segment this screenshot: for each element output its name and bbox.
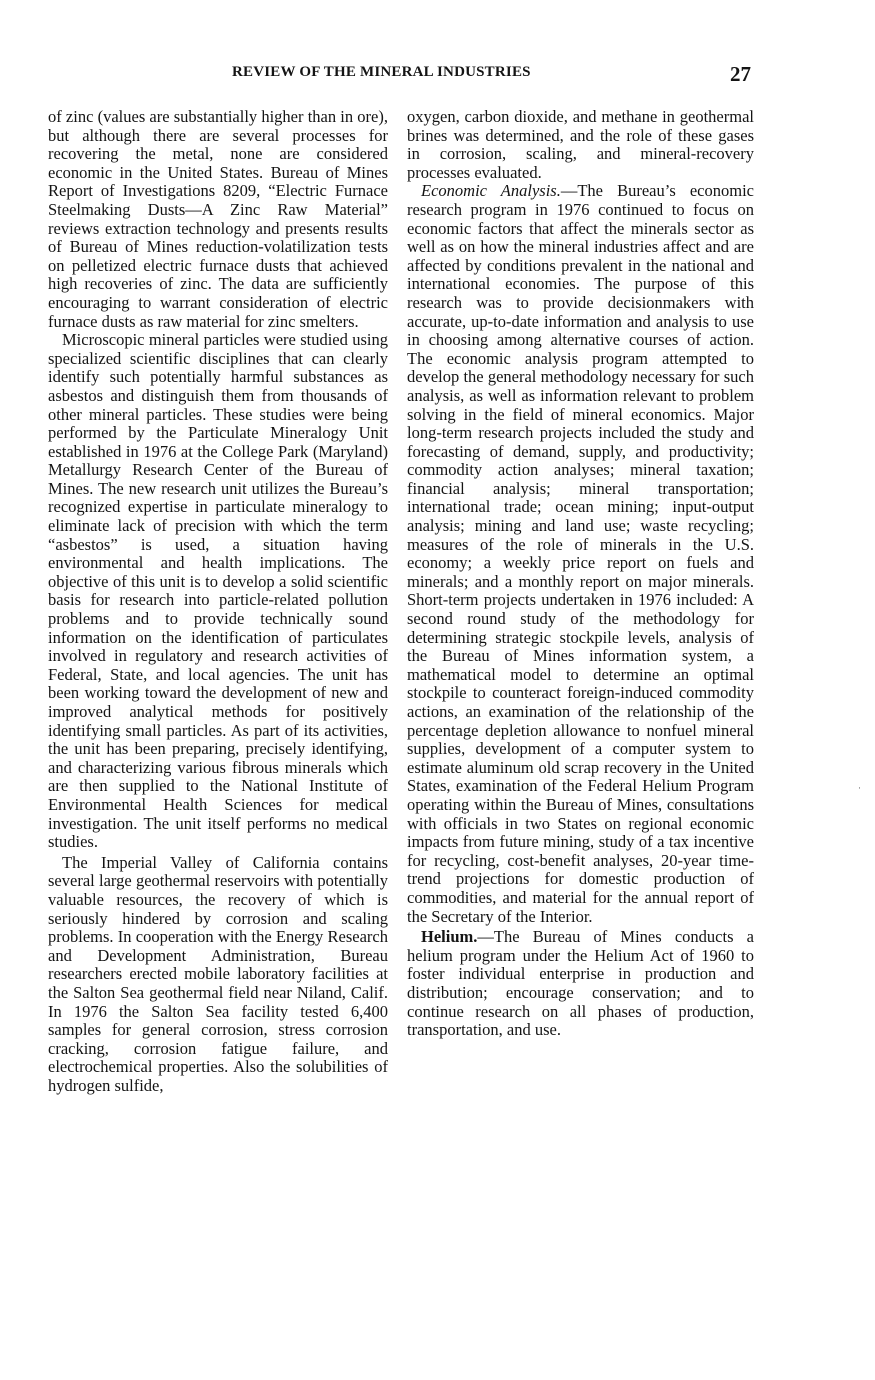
- helium-body: —The Bureau of Mines conducts a helium program under the Helium Act of 1960 to foster individual enterprise in production and distribution; encourage conservation; and to continue research on all phases of production, transportation, and use.: [407, 927, 754, 1040]
- margin-mark: ·: [858, 783, 861, 793]
- running-header: [0, 62, 875, 86]
- paragraph-geothermal-gases: oxygen, carbon dioxide, and methane in geothermal brines was determined, and the role of these gases in corrosion, scaling, and mineral-recovery processes evaluated.: [407, 107, 754, 182]
- paragraph-helium: [407, 928, 754, 1040]
- paragraph-imperial-valley: The Imperial Valley of California contains several large geothermal reservoirs with potentially valuable resources, the recovery of which is seriously hindered by corrosion and scaling problems. In cooperation with the Energy Research and Development Administration, Bureau researchers erected mobile laboratory facilities at the Salton Sea geothermal field near Niland, Calif. In 1976 the Salton Sea facility tested 6,400 samples for general corrosion, stress corrosion cracking, corrosion fatigue failure, and electrochemical properties. Also the solubilities of hydrogen sulfide,: [48, 852, 388, 1095]
- helium-heading: Helium.: [421, 927, 478, 947]
- paragraph-particulate-mineralogy: Microscopic mineral particles were studied using specialized scientific disciplines that can clearly identify such potentially harmful substances as asbestos and distinguish them from thousands of other mineral particles. These studies were being performed by the Particulate Mineralogy Unit established in 1976 at the College Park (Maryland) Metallurgy Research Center of the Bureau of Mines. The new research unit utilizes the Bureau’s recognized expertise in particulate mineralogy to eliminate lack of precision with which the term “asbestos” is used, a situation having environmental and health implications. The objective of this unit is to develop a solid scientific basis for research into particle-related pollution problems and to provide technically sound information on the identification of particulates involved in regulatory and research activities of Federal, State, and local agencies. The unit has been working toward the development of new and improved analytical methods for positively identifying small particles. As part of its activities, the unit has been preparing, precisely identifying, and characterizing various fibrous minerals which are then supplied to the National Institute of Environmental Health Sciences for medical investigation. The unit itself performs no medical studies.: [48, 330, 388, 852]
- paragraph-economic-analysis: [407, 182, 754, 926]
- running-title: REVIEW OF THE MINERAL INDUSTRIES: [232, 64, 531, 80]
- right-column: [407, 108, 754, 1040]
- economic-analysis-heading: Economic Analysis.: [421, 181, 561, 201]
- paragraph-zinc-dusts: of zinc (values are substantially higher than in ore), but although there are several processes for recovering the metal, none are considered economic in the United States. Bureau of Mines Report of Investigations 8209, “Electric Furnace Steelmaking Dusts—A Zinc Raw Material” reviews extraction technology and presents results of Bureau of Mines reduction-volatilization tests on pelletized electric furnace dusts that achieved high recoveries of zinc. The data are sufficiently encouraging to warrant consideration of electric furnace dusts as raw material for zinc smelters.: [48, 107, 388, 331]
- page-number: 27: [730, 62, 751, 86]
- left-column: [48, 108, 388, 1095]
- economic-analysis-body: —The Bureau’s economic research program in 1976 continued to focus on economic factors that affect the minerals sector as well as on how the mineral industries affect and are affected by conditions prevalent in the national and international economies. The purpose of this research was to provide decisionmakers with accurate, up-to-date information and analysis to use in choosing among alternative courses of action. The economic analysis program attempted to develop the general methodology necessary for such analysis, as well as information relevant to problem solving in the field of mineral economics. Major long-term research projects included the study and forecasting of demand, supply, and productivity; commodity action analyses; mineral taxation; financial analysis; mineral transportation; international trade; ocean mining; input-output analysis; mining and land use; waste recycling; measures of the role of minerals in the U.S. economy; a weekly price report on fuels and minerals; and a monthly report on major minerals. Short-term projects undertaken in 1976 included: A second round study of the methodology for determining strategic stockpile levels, analysis of the Bureau of Mines information system, a mathematical model to determine an optimal stockpile to counteract foreign-induced commodity actions, an examination of the relationship of the percentage depletion allowance to nonfuel mineral supplies, development of a computer system to estimate aluminum old scrap recovery in the United States, examination of the Federal Helium Program operating within the Bureau of Mines, consultations with officials in two States on regional economic impacts from future mining, study of a tax incentive for recycling, cost-benefit analyses, 20-year time-trend projections for domestic production of commodities, and material for the annual report of the Secretary of the Interior.: [407, 181, 754, 926]
